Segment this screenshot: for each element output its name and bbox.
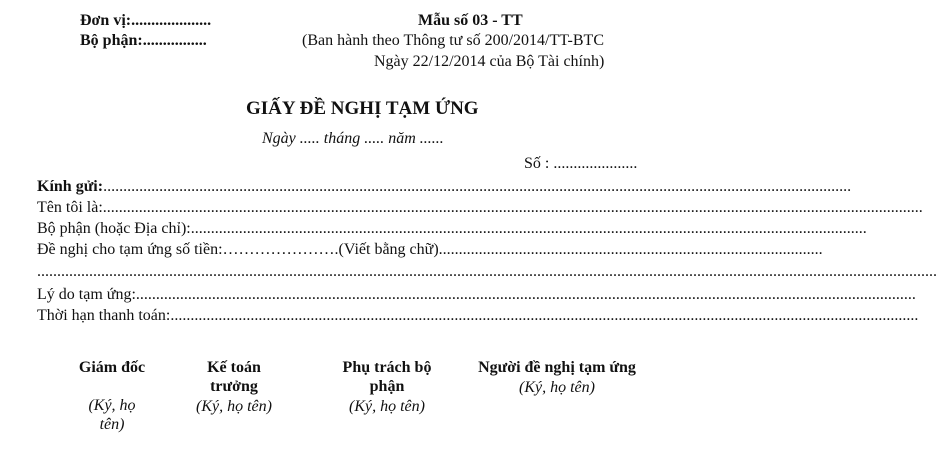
- issued-date: Ngày 22/12/2014 của Bộ Tài chính): [374, 53, 605, 70]
- signature-chief-accountant-note: (Ký, họ tên): [196, 398, 272, 415]
- signature-department-head-note: (Ký, họ tên): [349, 398, 425, 415]
- signature-director-note: (Ký, họ tên): [88, 397, 136, 433]
- signature-department-head-title: Phụ trách bộ phận: [342, 359, 432, 395]
- page-title: GIẤY ĐỀ NGHỊ TẠM ỨNG: [246, 98, 479, 119]
- document-number: Số : .....................: [524, 155, 638, 172]
- signature-chief-accountant-title: Kế toán trưởng: [207, 359, 261, 395]
- signature-department-head: [322, 358, 452, 416]
- signature-chief-accountant: [180, 358, 288, 416]
- issued-by: (Ban hành theo Thông tư số 200/2014/TT-BTC: [302, 32, 604, 49]
- recipient-dots: ...........................................................................................................................................................................................: [103, 178, 852, 195]
- signature-requester: [472, 358, 642, 397]
- signature-requester-note: (Ký, họ tên): [519, 379, 595, 396]
- name-line: Tên tôi là:.............................................................................................................................................................................................................: [37, 199, 923, 216]
- signature-director-title: Giám đốc: [78, 359, 146, 376]
- reason-line: Lý do tạm ứng:...................................................................................................................................................................................................: [37, 286, 916, 303]
- form-number: Mẫu số 03 - TT: [418, 12, 523, 29]
- continuation-line: .................................................................................................................................................................................................................................: [37, 263, 937, 280]
- department-field: Bộ phận:................: [80, 32, 207, 49]
- department-line: Bộ phận (hoặc Địa chỉ):.........................................................................................................................................................................: [37, 220, 867, 237]
- recipient-line: [37, 178, 852, 196]
- signature-director: [62, 358, 162, 434]
- recipient-label: Kính gửi:: [37, 178, 104, 195]
- date-line: Ngày ..... tháng ..... năm ......: [262, 130, 444, 147]
- amount-line: Đề nghị cho tạm ứng số tiền:………………….(Viết bằng chữ)................................................................................................: [37, 241, 823, 258]
- signature-requester-title: Người đề nghị tạm ứng: [478, 359, 636, 376]
- unit-field: Đơn vị:....................: [80, 12, 212, 29]
- deadline-line: Thời hạn thanh toán:...........................................................................................................................................................................................: [37, 307, 919, 324]
